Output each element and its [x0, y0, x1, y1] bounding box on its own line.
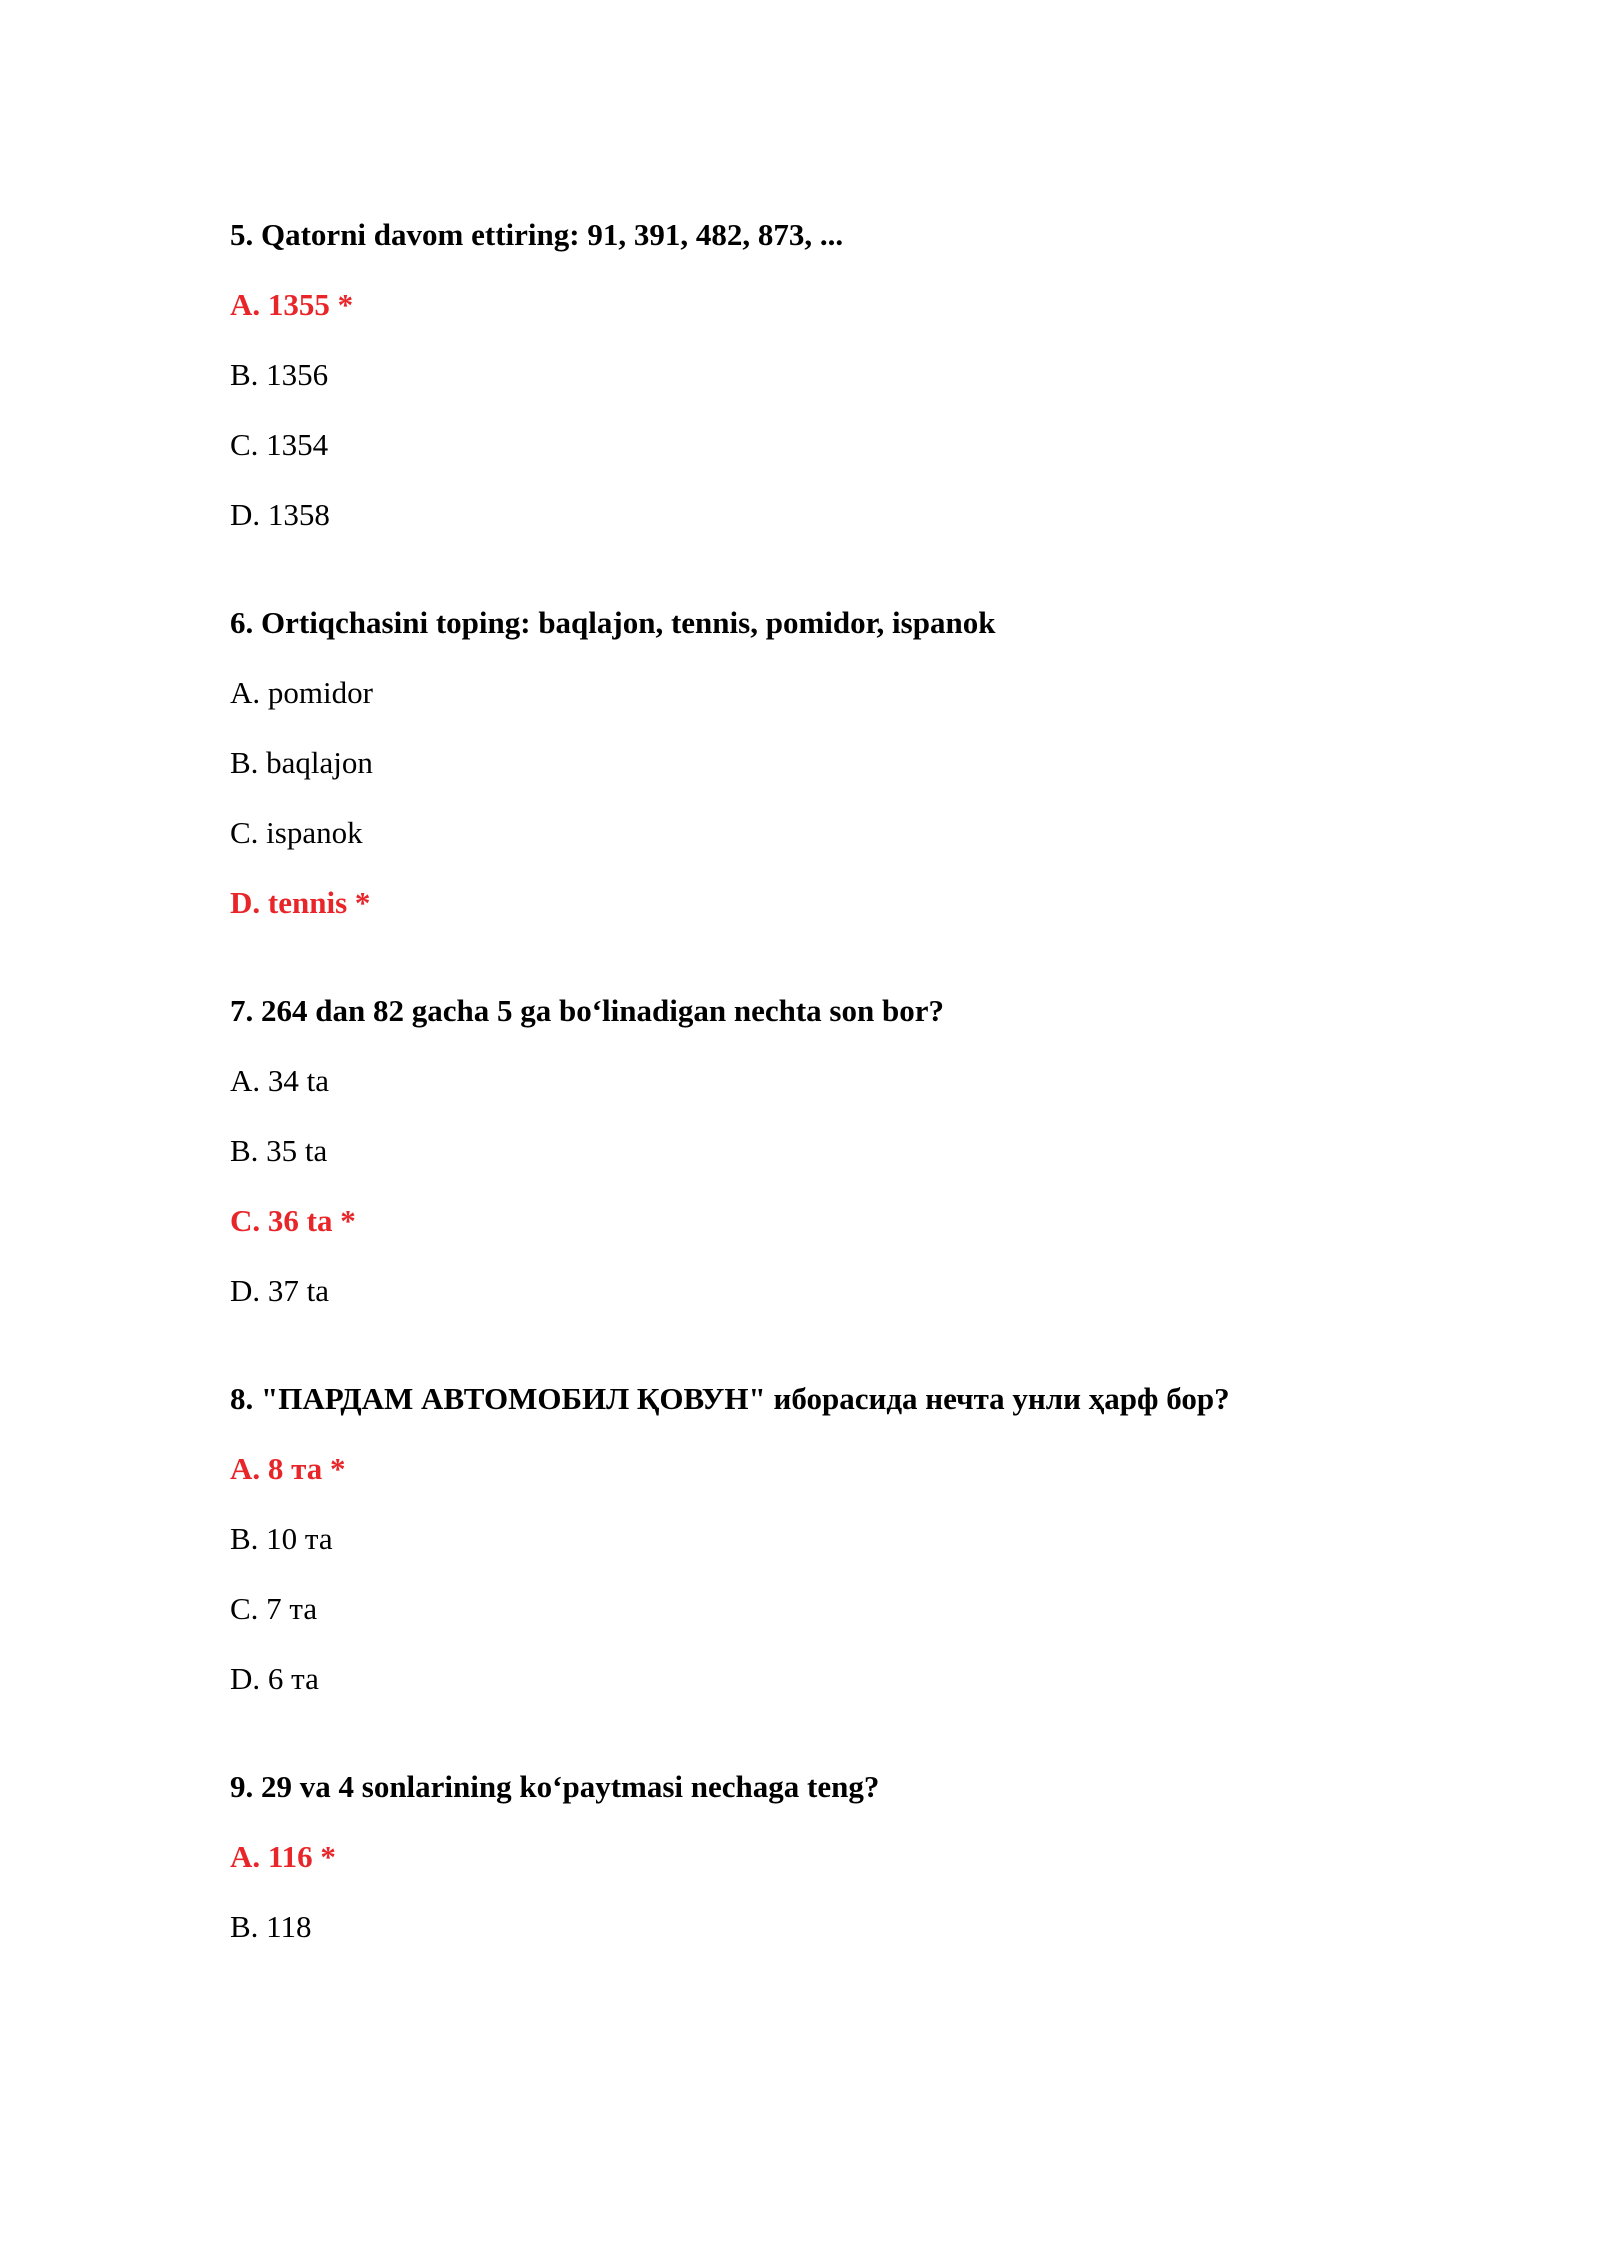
question-block-7	[230, 992, 1530, 1310]
option-d: D. 37 ta	[230, 1273, 330, 1308]
option-a-correct: A. 1355 *	[230, 287, 354, 322]
option-a: A. 34 ta	[230, 1063, 330, 1098]
option-b: B. 1356	[230, 357, 329, 392]
option-d: D. 1358	[230, 497, 330, 532]
option-a-correct: A. 116 *	[230, 1839, 336, 1874]
option-b: В. 10 та	[230, 1521, 333, 1556]
quiz-page	[230, 216, 1530, 1978]
option-b: B. 35 ta	[230, 1133, 328, 1168]
option-a: A. pomidor	[230, 675, 373, 710]
question-text: 7. 264 dan 82 gacha 5 ga bo‘linadigan nechta son bor?	[230, 993, 944, 1028]
question-block-8	[230, 1380, 1530, 1698]
option-c: C. ispanok	[230, 815, 363, 850]
option-b: B. 118	[230, 1909, 312, 1944]
question-text: 6. Ortiqchasini toping: baqlajon, tennis, pomidor, ispanok	[230, 605, 996, 640]
option-b: B. baqlajon	[230, 745, 373, 780]
option-c: C. 1354	[230, 427, 329, 462]
question-block-5	[230, 216, 1530, 534]
question-block-6	[230, 604, 1530, 922]
question-text: 9. 29 va 4 sonlarining ko‘paytmasi nechaga teng?	[230, 1769, 880, 1804]
option-c: С. 7 та	[230, 1591, 318, 1626]
question-block-9	[230, 1768, 1530, 1946]
question-text: 5. Qatorni davom ettiring: 91, 391, 482, 873, ...	[230, 217, 844, 252]
option-d-correct: D. tennis *	[230, 885, 371, 920]
option-c-correct: C. 36 ta *	[230, 1203, 356, 1238]
option-a-correct: А. 8 та *	[230, 1451, 346, 1486]
option-d: D. 6 та	[230, 1661, 319, 1696]
question-text: 8. "ПАРДАМ АВТОМОБИЛ ҚОВУН" иборасида нечта унли ҳарф бор?	[230, 1381, 1230, 1416]
